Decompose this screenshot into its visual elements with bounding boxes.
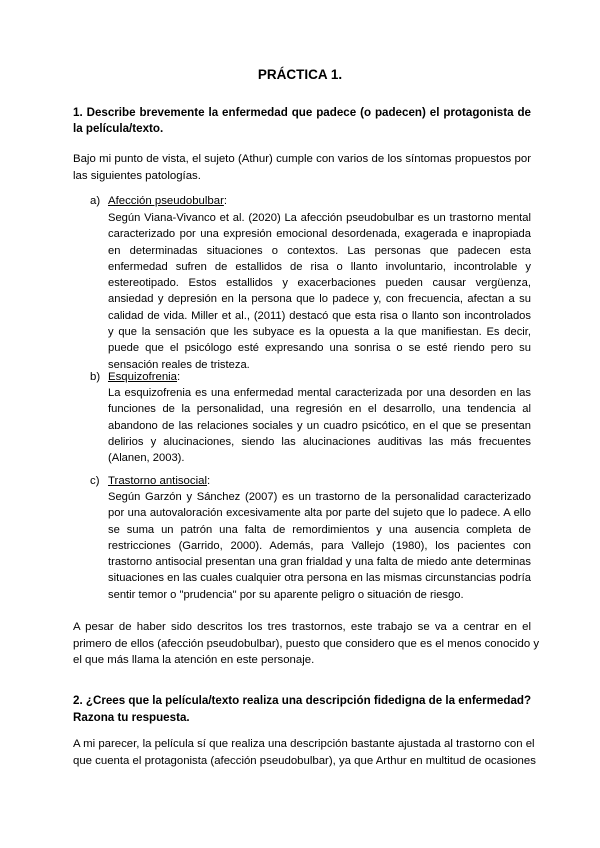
item-b-line: (Alanen, 2003). xyxy=(108,452,185,465)
conclusion-line: A pesar de haber sido descritos los tres trastornos, este trabajo se va a centrar en el xyxy=(73,621,531,633)
page-title: PRÁCTICA 1. xyxy=(257,67,343,82)
question-2-line: Razona tu respuesta. xyxy=(73,711,190,724)
item-b-heading xyxy=(108,369,180,385)
item-c-line: se suma un patrón una falta de remordimientos y una ausencia completa de xyxy=(108,523,531,536)
answer-paragraph xyxy=(73,736,536,770)
item-a-line: Según Viana-Vivanco et al. (2020) La afección pseudobulbar es un trastorno mental xyxy=(108,212,531,224)
item-a-heading xyxy=(108,193,227,209)
item-c-line: por una autovaloración excesivamente alta por parte del sujeto que lo padece. A ello xyxy=(108,507,531,520)
item-c-heading xyxy=(108,473,210,489)
item-c-line: Según Garzón y Sánchez (2007) es un trastorno de la personalidad caracterizado xyxy=(108,491,531,503)
item-b-line: La esquizofrenia es una enfermedad mental caracterizada por una desorden en las xyxy=(108,387,531,399)
item-c-line: restricciones (Garrido, 2000). Además, para Vallejo (1980), los pacientes con xyxy=(108,539,531,552)
intro-paragraph: Bajo mi punto de vista, el sujeto (Athur) cumple con varios de los síntomas propuestos por las siguientes patologías. xyxy=(73,153,531,182)
item-b-heading-text: Esquizofrenia xyxy=(108,371,178,383)
item-b-line: delirios y alucinaciones, siendo las alucinaciones auditivas las más frecuentes xyxy=(108,435,531,448)
item-a-line: enfermedad sufren de estallidos de risa o llanto involuntario, incontrolable y xyxy=(108,260,531,273)
question-2 xyxy=(73,692,531,726)
item-a-line: estereotipado. Estos estallidos y exacerbaciones pueden causar vergüenza, xyxy=(108,277,531,290)
question-1: 1. Describe brevemente la enfermedad que padece (o padecen) el protagonista de la película/texto. xyxy=(73,106,531,135)
item-b-line: funciones de la personalidad, una regresión en el desarrollo, una tendencia al xyxy=(108,403,531,416)
item-a-colon: : xyxy=(223,195,228,207)
item-c-label: c) xyxy=(90,475,100,487)
item-a-line: en determinadas situaciones o contextos. Las personas que padecen esta xyxy=(108,244,531,257)
item-a-line: ansiedad y depresión en la persona que lo padece y, con frecuencia, afectan a su xyxy=(108,293,531,306)
conclusion-line: primero de ellos (afección pseudobulbar), puesto que considero que es el menos conocido y xyxy=(73,637,540,650)
item-c-heading-text: Trastorno antisocial xyxy=(108,475,207,487)
item-c-text xyxy=(108,489,531,603)
answer-line: que cuenta el protagonista (afección pseudobulbar), ya que Arthur en multitud de ocasiones xyxy=(73,755,536,767)
item-c-line: situaciones en las cuales cualquier otra persona en las mismas circunstancias podría xyxy=(108,572,531,585)
conclusion-line: el que más llama la atención en este personaje. xyxy=(73,654,315,666)
item-c-line: sentir temor o "prudencia" por su aparente peligro o situación de riesgo. xyxy=(108,588,464,601)
conclusion-paragraph xyxy=(73,619,540,669)
item-c-line: trastorno antisocial presentan una gran frialdad y una falta de miedo ante determinas xyxy=(108,556,531,569)
item-a-line: caracterizado por una expresión emocional desordenada, exagerada e inapropiada xyxy=(108,228,531,241)
item-b-label: b) xyxy=(90,371,101,383)
item-a-text xyxy=(108,210,531,373)
item-a-line: sensación reales de tristeza. xyxy=(108,358,250,371)
item-b-line: abandono de las relaciones sociales y un cuadro psicótico, en el que se presentan xyxy=(108,419,531,432)
question-2-line: 2. ¿Crees que la película/texto realiza una descripción fidedigna de la enfermedad? xyxy=(73,694,532,707)
item-a-line: y que la sensación que les subyace es la opuesta a la que manifiestan. Es decir, xyxy=(108,326,531,339)
item-c-colon: : xyxy=(206,475,211,487)
answer-line: A mi parecer, la película sí que realiza una descripción bastante ajustada al trastorno con el xyxy=(73,738,535,750)
item-a-label: a) xyxy=(90,195,101,207)
item-b-text xyxy=(108,385,531,466)
item-a-heading-text: Afección pseudobulbar xyxy=(108,195,224,207)
item-a-line: puede que el psicólogo esté expresando una sonrisa o se esté riendo pero su xyxy=(108,342,531,355)
item-b-colon: : xyxy=(177,371,181,383)
item-a-line: calidad de vida. Miller et al., (2011) destacó que esta risa o llanto son incontrolados xyxy=(108,309,531,322)
